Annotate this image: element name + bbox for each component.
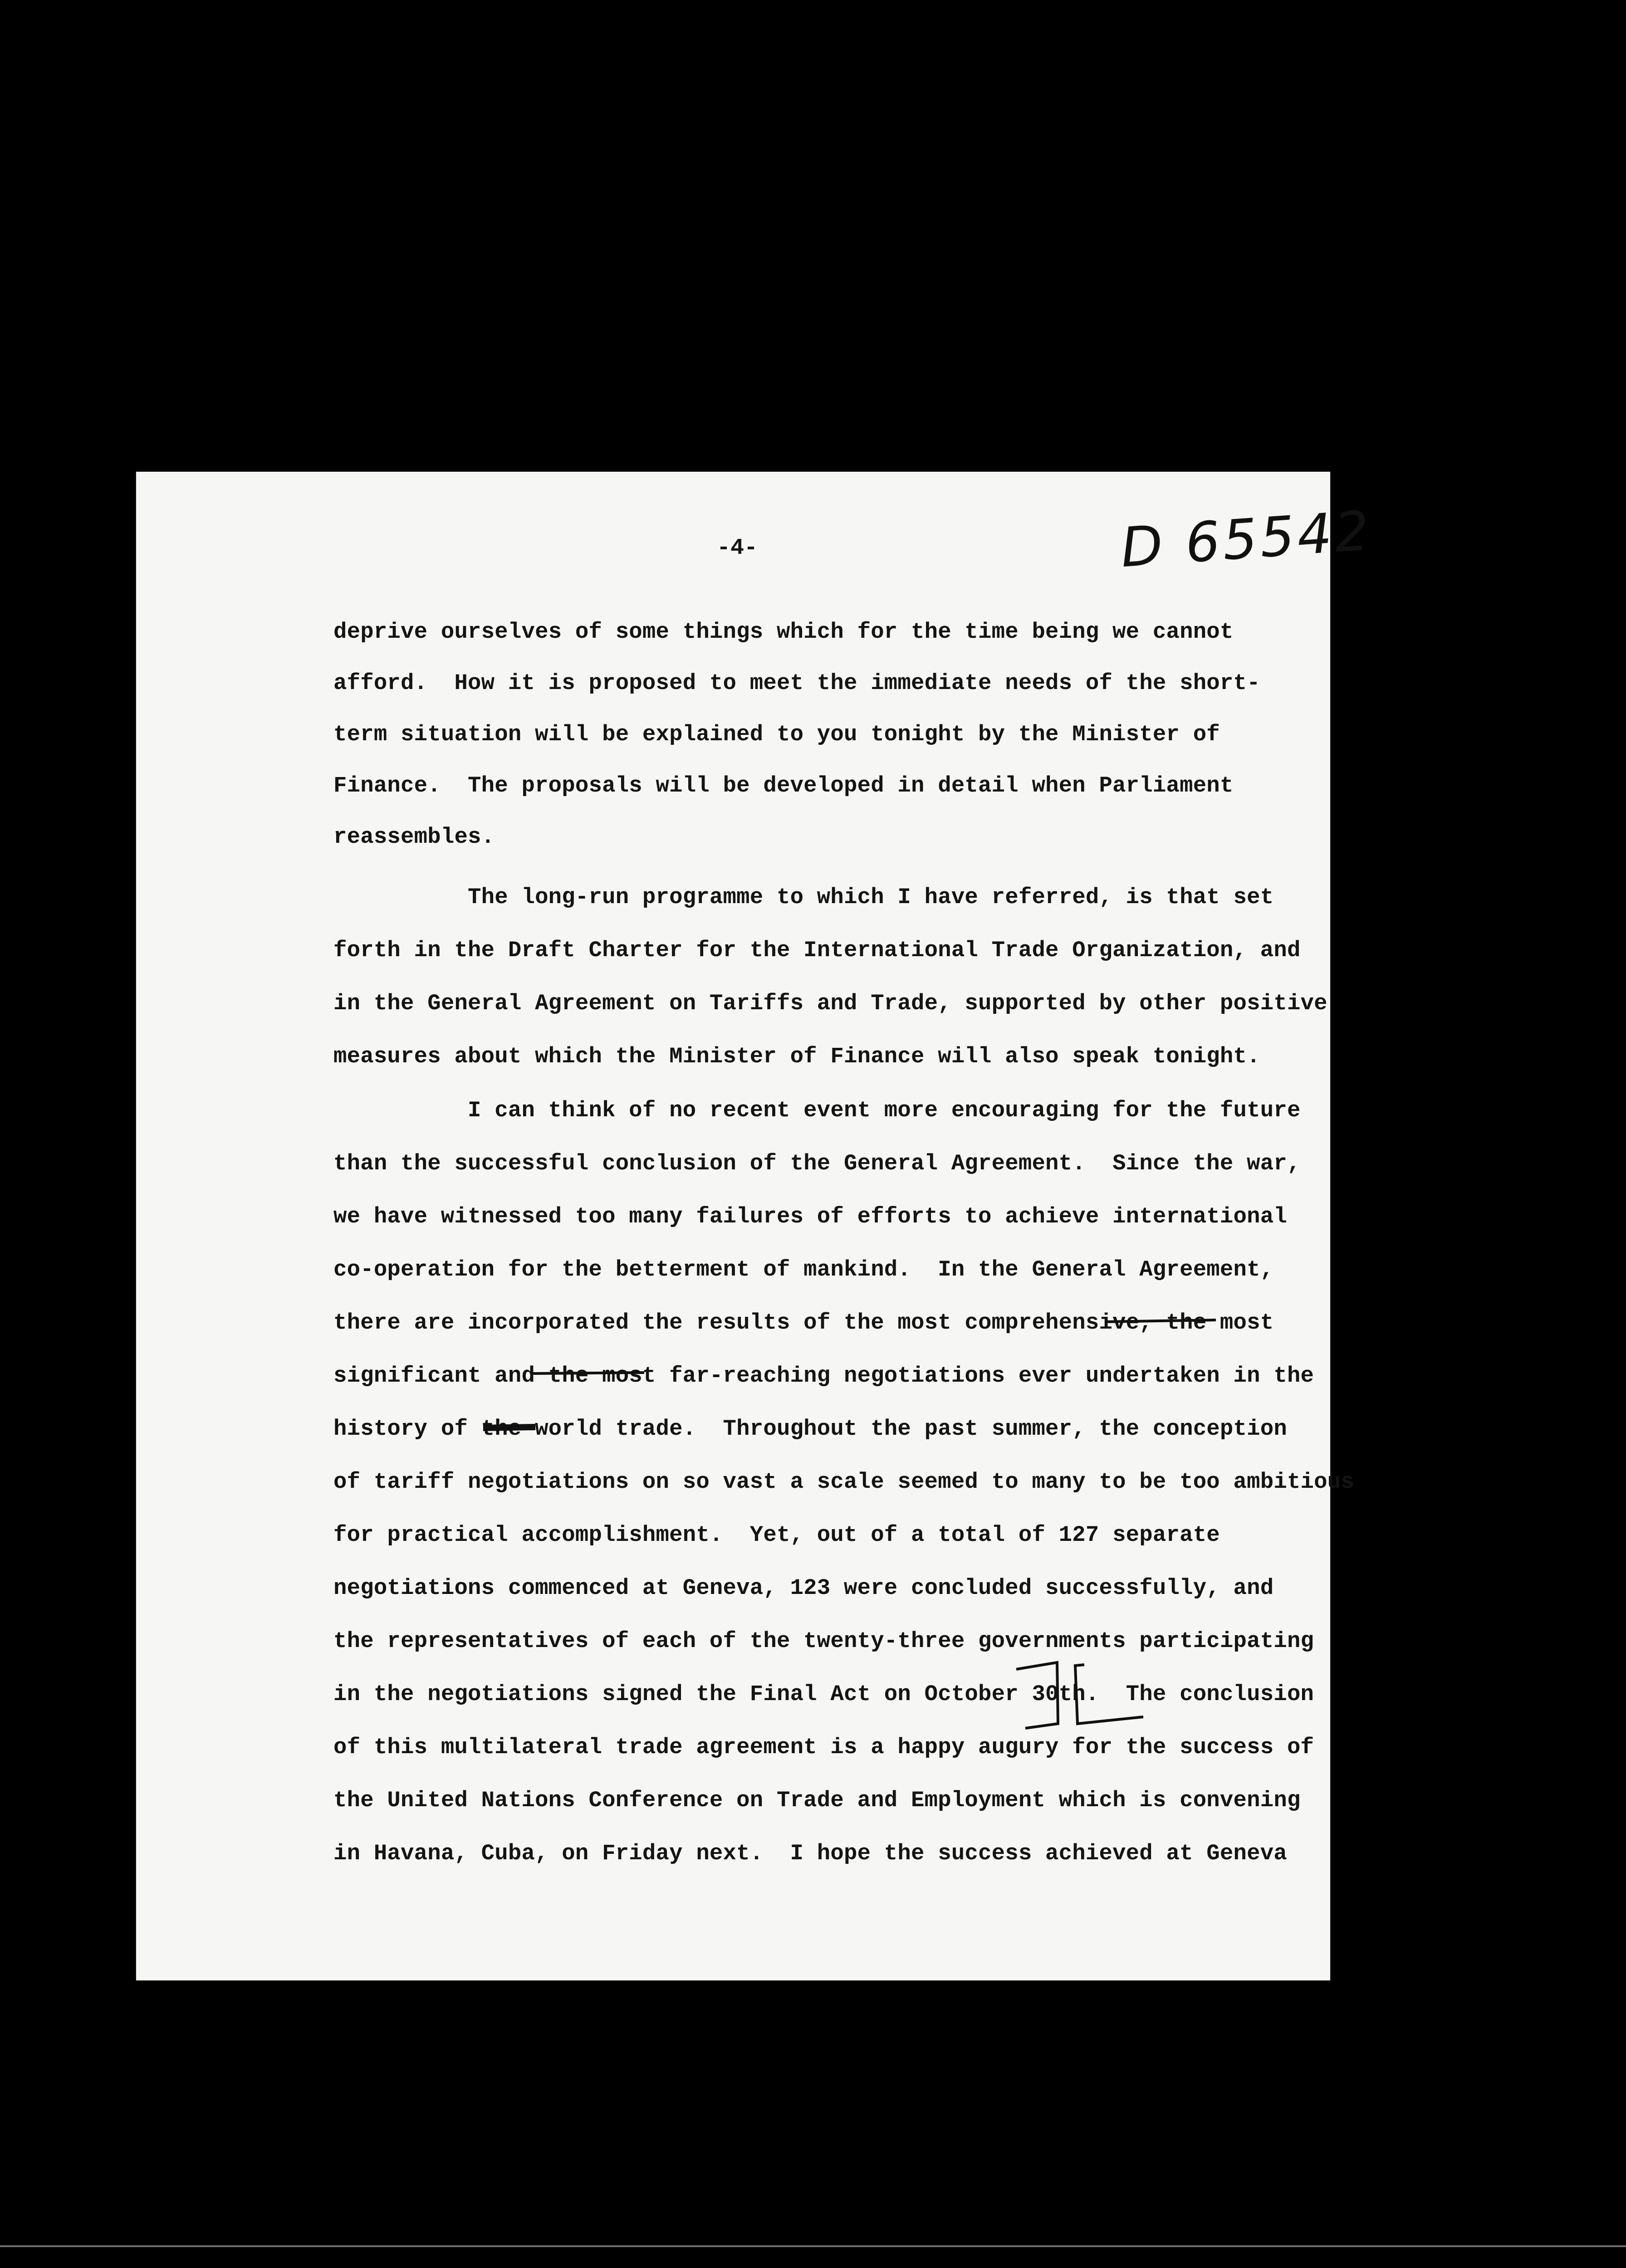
text-line: in the negotiations signed the Final Act on October 30th. The conclusion: [333, 1681, 1314, 1707]
strikethrough-mark: [481, 1414, 540, 1442]
paragraph-bracket-mark: [1007, 1656, 1152, 1742]
text-line: the United Nations Conference on Trade and Employment which is convening: [333, 1788, 1301, 1813]
text-line: in the General Agreement on Tariffs and Trade, supported by other positive: [333, 991, 1327, 1016]
text-line: measures about which the Minister of Finance will also speak tonight.: [333, 1044, 1260, 1069]
text-line: significant and the most far-reaching negotiations ever undertaken in the: [333, 1363, 1314, 1388]
text-line: of tariff negotiations on so vast a scale seemed to many to be too ambitious: [333, 1469, 1354, 1495]
text-line: we have witnessed too many failures of efforts to achieve international: [333, 1204, 1287, 1229]
text-line: there are incorporated the results of the most comprehensive, the most: [333, 1310, 1274, 1335]
page-number: -4-: [717, 535, 758, 561]
text-line: reassembles.: [333, 824, 495, 850]
text-line: forth in the Draft Charter for the International Trade Organization, and: [333, 938, 1301, 963]
text-line: history of the world trade. Throughout the past summer, the conception: [333, 1416, 1287, 1442]
text-line: deprive ourselves of some things which for the time being we cannot: [333, 619, 1234, 645]
text-line: The long-run programme to which I have referred, is that set: [333, 885, 1274, 910]
text-line: I can think of no recent event more encouraging for the future: [333, 1098, 1301, 1123]
text-line: term situation will be explained to you tonight by the Minister of: [333, 722, 1220, 747]
text-line: afford. How it is proposed to meet the immediate needs of the short-: [333, 670, 1260, 696]
scan-border-line: [0, 2245, 1626, 2247]
text-line: negotiations commenced at Geneva, 123 were concluded successfully, and: [333, 1575, 1274, 1601]
archive-stamp-number: D 65542: [1118, 499, 1374, 580]
strikethrough-mark: [1102, 1306, 1220, 1334]
strikethrough-mark: [531, 1360, 649, 1387]
text-line: Finance. The proposals will be developed in detail when Parliament: [333, 773, 1234, 798]
text-line: the representatives of each of the twenty-three governments participating: [333, 1628, 1314, 1654]
text-line: co-operation for the betterment of mankind. In the General Agreement,: [333, 1257, 1274, 1282]
text-line: in Havana, Cuba, on Friday next. I hope the success achieved at Geneva: [333, 1841, 1287, 1866]
text-line: of this multilateral trade agreement is a happy augury for the success of: [333, 1735, 1314, 1760]
text-line: for practical accomplishment. Yet, out of a total of 127 separate: [333, 1522, 1220, 1548]
text-line: than the successful conclusion of the General Agreement. Since the war,: [333, 1151, 1301, 1176]
